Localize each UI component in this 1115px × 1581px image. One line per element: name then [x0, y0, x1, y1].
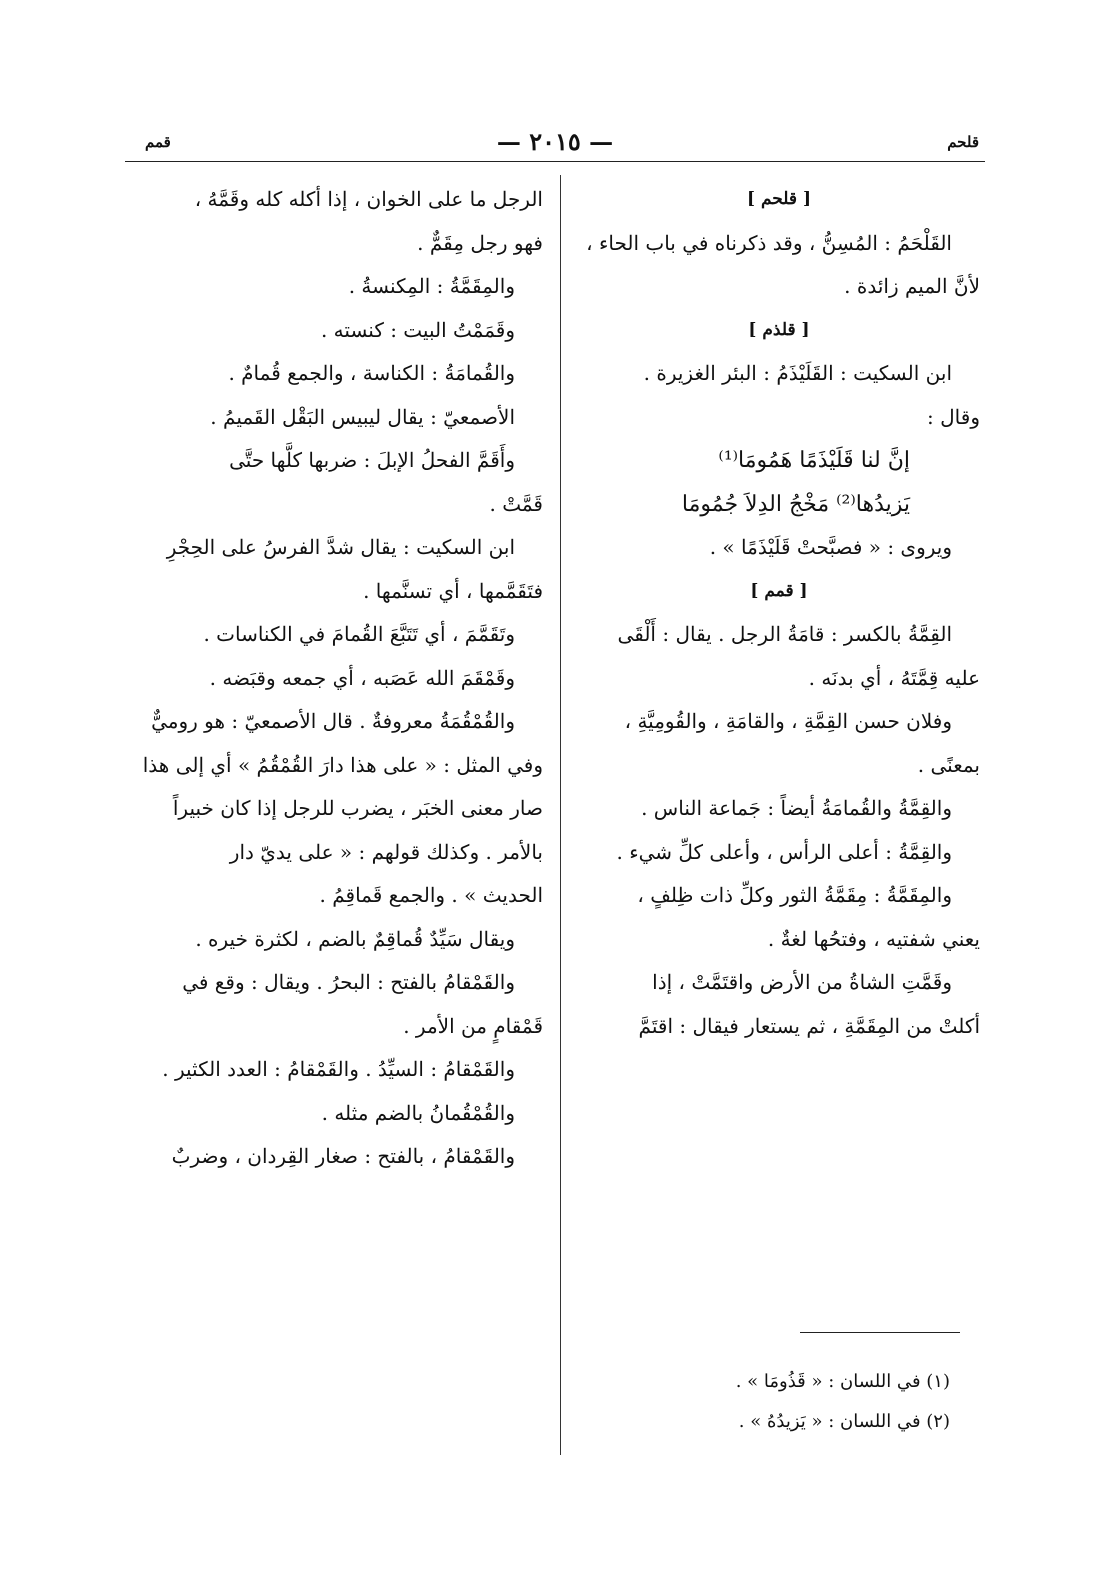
text-line: بالأمر . وكذلك قولهم : « على يديّ دار	[229, 839, 543, 864]
text-line: والقُمامَةُ : الكناسة ، والجمع قُمامٌ .	[228, 361, 515, 385]
text-line: وقَمَمْتُ البيت : كنسته .	[320, 317, 515, 342]
text-line: صار معنى الخبَر ، يضرب للرجل إذا كان خبيراً	[172, 796, 543, 820]
right-column	[578, 178, 980, 1048]
text-line: يعني شفتيه ، وفتحُها لغةٌ .	[767, 926, 980, 951]
text-line: فهو رجل مِقَمٌّ .	[417, 230, 543, 255]
text-line: قَمْقامٍ من الأمر .	[403, 1013, 543, 1038]
left-column	[133, 178, 543, 1179]
footnote: (١) في اللسان : « قَذُومَا » .	[735, 1371, 950, 1392]
header-left-word: قمم	[145, 133, 171, 151]
text-line: بمعنًى .	[917, 752, 980, 777]
text-line: والقَمْقامُ بالفتح : البحرُ . ويقال : وقع في	[182, 970, 515, 994]
text-line: القِمَّةُ بالكسر : قامَةُ الرجل . يقال : أَلْقَى	[617, 622, 952, 646]
text-line: وفي المثل : « على هذا دارَ القُمْقُمُ » أي إلى هذا	[142, 752, 543, 777]
text-line: أكلتْ من المِقَمَّةِ ، ثم يستعار فيقال : اقتَمَّ	[638, 1013, 980, 1038]
footnote-rule	[800, 1332, 960, 1333]
text-line: الأصمعيّ : يقال ليبيس البَقْل القَميمُ .	[210, 404, 515, 429]
text-line: الرجل ما على الخوان ، إذا أكله كله وقَمَّهُ ،	[194, 187, 543, 211]
text-line: والقَمْقامُ ، بالفتح : صغار القِردان ، وضربٌ	[171, 1144, 515, 1168]
text-line: والقُمْقُمَةُ معروفةٌ . قال الأصمعيّ : هو روميٌّ	[151, 709, 515, 733]
header-right-word: قلحم	[947, 133, 979, 151]
text-line: والقَمْقامُ : السيِّدُ . والقَمْقامُ : العدد الكثير .	[162, 1057, 515, 1081]
verse-line: يَزيدُها⁽²⁾ مَخْجُ الدِلاَ جُمُومَا	[681, 491, 910, 517]
text-line: والقُمْقُمانُ بالضم مثله .	[321, 1100, 515, 1125]
text-line: ويقال سَيِّدٌ قُماقِمٌ بالضم ، لكثرة خيره .	[195, 926, 515, 951]
footnotes	[640, 1362, 950, 1442]
page-header	[125, 125, 985, 161]
entry-heading: [ قلحم ]	[747, 189, 811, 209]
text-line: وقال :	[927, 404, 980, 429]
entry-heading: [ قلذم ]	[748, 319, 810, 340]
column-divider	[560, 175, 561, 1455]
text-line: الحديث » . والجمع قَماقِمُ .	[319, 883, 543, 907]
text-line: ويروى : « فصبَّحتْ قَلَيْذَمًا » .	[709, 535, 952, 559]
page-number: — ٢٠١٥ —	[496, 127, 614, 156]
text-line: والقِمَّةُ : أعلى الرأس ، وأعلى كلِّ شيء .	[616, 839, 952, 864]
text-line: لأنَّ الميم زائدة .	[844, 274, 980, 298]
text-line: وقَمَّتِ الشاةُ من الأرض واقتَمَّتْ ، إذا	[652, 970, 952, 994]
text-line: وتَقَمَّمَ ، أي تَتَبَّعَ القُمامَ في الكناسات .	[203, 622, 515, 646]
text-line: القَلْحَمُ : المُسِنُّ ، وقد ذكرناه في باب الحاء ،	[586, 230, 952, 255]
footnote: (٢) في اللسان : « يَزيدُهُ » .	[738, 1411, 950, 1432]
text-line: وقَمْقَمَ الله عَصَبه ، أي جمعه وقبَضه .	[209, 665, 515, 690]
text-line: وأَقَمَّ الفحلُ الإبلَ : ضربها كلَّها حتَّى	[229, 448, 515, 472]
text-line: ابن السكيت : يقال شدَّ الفرسُ على الحِجْرِ	[166, 535, 515, 559]
text-line: والقِمَّةُ والقُمامَةُ أيضاً : جَماعة الناس .	[641, 796, 952, 820]
text-line: والمِقَمَّةُ : المِكنسةُ .	[348, 274, 515, 298]
text-line: وفلان حسن القِمَّةِ ، والقامَةِ ، والقُومِيَّةِ ،	[624, 709, 952, 733]
entry-heading: [ قمم ]	[750, 580, 808, 601]
verse-line: إنَّ لنا قَلَيْذَمًا هَمُومَا⁽¹⁾	[718, 448, 910, 473]
text-line: فتَقَمَّمها ، أي تسنَّمها .	[363, 578, 543, 603]
text-line: قَمَّتْ .	[489, 491, 543, 516]
text-line: ابن السكيت : القَلَيْذَمُ : البئر الغزيرة .	[643, 361, 952, 385]
header-rule	[125, 161, 985, 162]
text-line: عليه قِمَّتَهُ ، أي بدنَه .	[808, 665, 980, 690]
text-line: والمِقَمَّةُ : مِقَمَّةُ الثور وكلِّ ذات ظِلفٍ ،	[637, 883, 952, 907]
